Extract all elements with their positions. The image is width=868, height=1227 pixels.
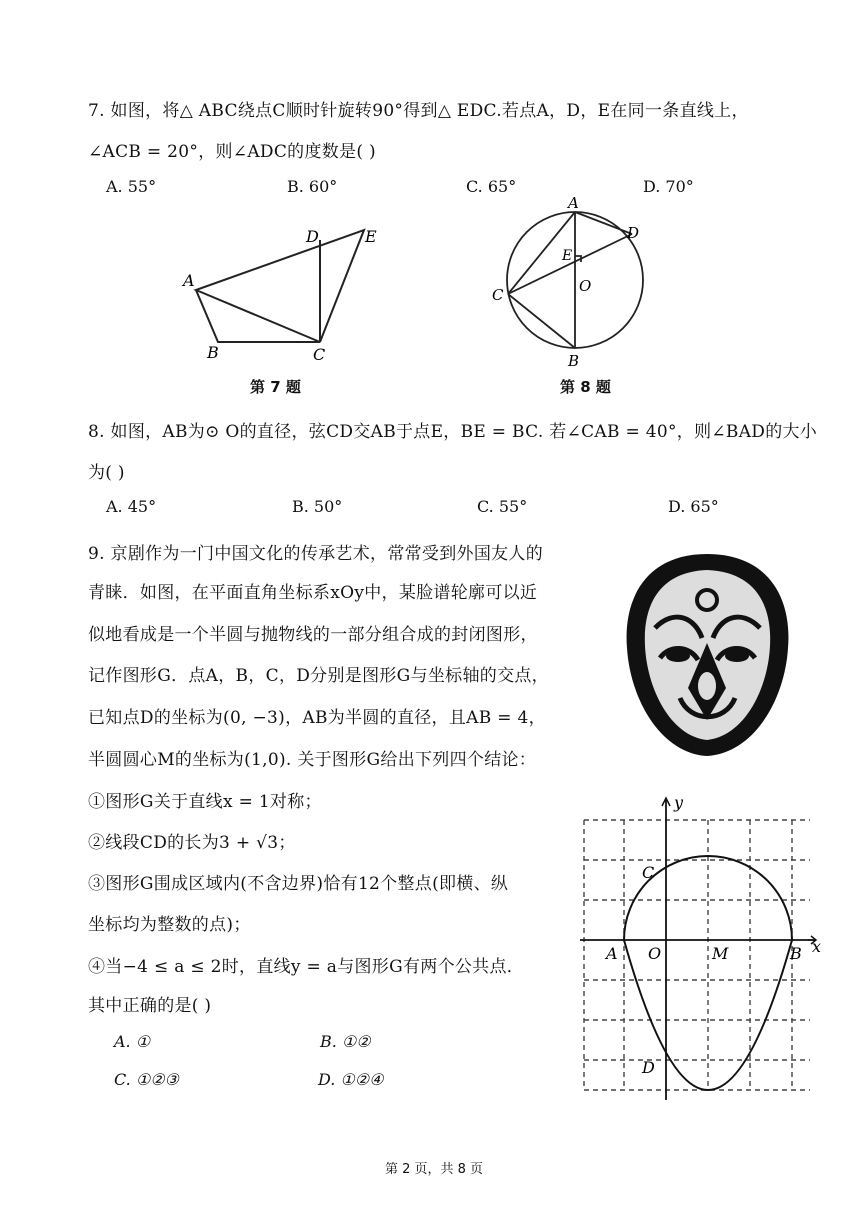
q7-label-b: B [207, 343, 219, 362]
q9-stem-line5: 已知点D的坐标为(0, −3)，AB为半圆的直径，且AB = 4， [88, 708, 546, 728]
q9-graph [578, 794, 828, 1104]
q7-caption: 第 7 题 [250, 378, 301, 396]
q9-stem-line4: 记作图形G．点A，B，C，D分别是图形G与坐标轴的交点， [88, 666, 549, 686]
q9-stem-line3: 似地看成是一个半圆与抛物线的一部分组合成的封闭图形， [88, 625, 538, 645]
q9-conclusion-3b: 坐标均为整数的点)； [88, 915, 251, 935]
q8-label-c: C [492, 286, 504, 304]
q8-option-d: D. 65° [668, 497, 719, 516]
q9-question: 其中正确的是( ) [88, 996, 212, 1016]
q7-label-d: D [306, 227, 319, 246]
q9-stem-line2: 青睐．如图，在平面直角坐标系xOy中，某脸谱轮廓可以近 [88, 583, 538, 603]
q9-conclusion-3a: ③图形G围成区域内(不含边界)恰有12个整点(即横、纵 [88, 874, 509, 894]
q9-label-o: O [648, 944, 662, 963]
q9-label-b: B [790, 944, 802, 963]
q8-label-b: B [568, 352, 580, 369]
q7-stem-line1: 7. 如图，将△ ABC绕点C顺时针旋转90°得到△ EDC.若点A，D，E在同一条直线上， [88, 101, 749, 121]
q8-figure [488, 194, 648, 369]
q9-label-x: x [812, 937, 822, 956]
q9-label-d: D [642, 1058, 655, 1077]
q8-label-a: A [568, 194, 579, 212]
q8-option-b: B. 50° [292, 497, 343, 516]
q7-figure [180, 218, 390, 368]
q8-stem-line1: 8. 如图，AB为⊙ O的直径，弦CD交AB于点E，BE = BC. 若∠CAB = 40°，则∠BAD的大小 [88, 422, 818, 442]
q9-label-a: A [606, 944, 618, 963]
q9-label-m: M [712, 944, 729, 963]
q9-option-d: D. ①②④ [318, 1070, 384, 1089]
q9-stem-line6: 半圆圆心M的坐标为(1,0). 关于图形G给出下列四个结论： [88, 750, 537, 770]
q7-option-a: A. 55° [106, 177, 157, 196]
q9-option-b: B. ①② [320, 1032, 371, 1051]
q8-stem-line2: 为( ) [88, 463, 125, 483]
q8-option-a: A. 45° [106, 497, 157, 516]
q9-label-y: y [674, 794, 684, 812]
q9-conclusion-1: ①图形G关于直线x = 1对称； [88, 792, 322, 812]
q8-option-c: C. 55° [477, 497, 528, 516]
q9-option-c: C. ①②③ [114, 1070, 179, 1089]
q7-option-c: C. 65° [466, 177, 517, 196]
q7-label-c: C [313, 345, 326, 364]
page-footer: 第 2 页，共 8 页 [384, 1162, 484, 1177]
q7-stem-line2: ∠ACB = 20°，则∠ADC的度数是( ) [88, 142, 376, 162]
q7-option-b: B. 60° [287, 177, 338, 196]
q9-label-c: C [642, 863, 655, 882]
q7-label-e: E [365, 227, 377, 246]
q9-conclusion-4: ④当−4 ≤ a ≤ 2时，直线y = a与图形G有两个公共点． [88, 957, 525, 977]
q8-label-d: D [627, 224, 640, 242]
q9-stem-line1: 9. 京剧作为一门中国文化的传承艺术，常常受到外国友人的 [88, 544, 544, 564]
q9-option-a: A. ① [114, 1032, 151, 1051]
q8-label-o: O [579, 277, 592, 295]
q7-option-d: D. 70° [643, 177, 694, 196]
q8-label-e: E [562, 248, 573, 264]
q9-conclusion-2: ②线段CD的长为3 + √3； [88, 833, 296, 853]
q7-label-a: A [183, 271, 195, 290]
opera-mask-image [620, 548, 795, 760]
q8-caption: 第 8 题 [560, 378, 611, 396]
